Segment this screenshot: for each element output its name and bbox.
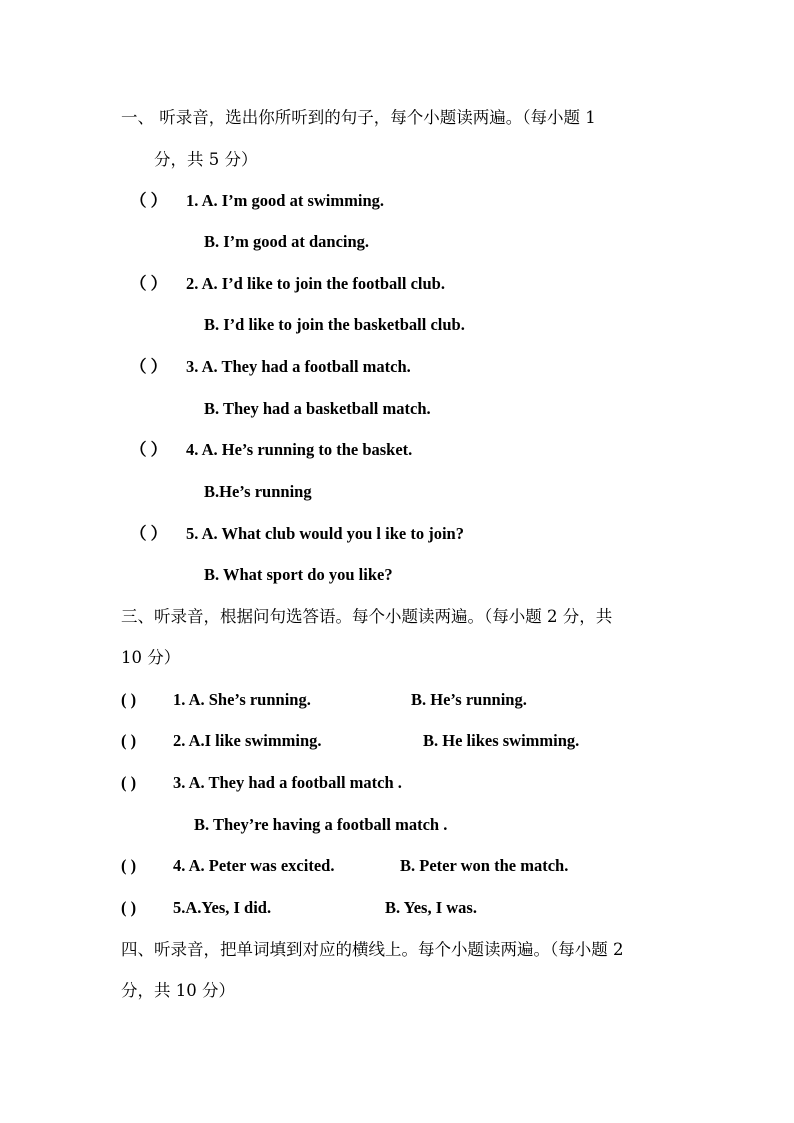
answer-paren[interactable]: ( ) <box>121 690 137 709</box>
section1-item3-b: B. They had a basketball match. <box>204 399 431 418</box>
section3-item2: ( ) 2. A.I like swimming. B. He likes swimming. <box>121 731 580 750</box>
answer-paren[interactable]: （ ） <box>130 274 168 293</box>
section3-item5: ( ) 5.A.Yes, I did. B. Yes, I was. <box>121 898 477 917</box>
section1-item1-b: B. I’m good at dancing. <box>204 232 370 251</box>
section4-heading-line2: 分，共 10 分） <box>121 981 235 1000</box>
section3-item3-b: B. They’re having a football match . <box>194 815 448 834</box>
section3-item1: ( ) 1. A. She’s running. B. He’s running. <box>121 690 527 709</box>
section4-heading-line1: 四、听录音，把单词填到对应的横线上。每个小题读两遍。（每小题 2 <box>121 940 624 959</box>
section3-item4: ( ) 4. A. Peter was excited. B. Peter won the match. <box>121 856 569 875</box>
section1-item1-a: （ ） 1. A. I’m good at swimming. <box>130 191 385 210</box>
section1-item4-a: （ ） 4. A. He’s running to the basket. <box>130 440 413 459</box>
section1-item5-a: （ ） 5. A. What club would you l ike to join? <box>130 524 464 543</box>
section3-item3-a: ( ) 3. A. They had a football match . <box>121 773 402 792</box>
section1-heading-line1: 一、 听录音，选出你所听到的句子，每个小题读两遍。（每小题 1 <box>121 108 596 127</box>
section3-heading-line1: 三、听录音，根据问句选答语。每个小题读两遍。（每小题 2 分，共 <box>121 607 613 626</box>
section1-item4-b: B.He’s running <box>204 482 312 501</box>
section1-item2-b: B. I’d like to join the basketball club. <box>204 315 465 334</box>
answer-paren[interactable]: ( ) <box>121 898 137 917</box>
answer-paren[interactable]: ( ) <box>121 731 137 750</box>
answer-paren[interactable]: ( ) <box>121 773 137 792</box>
answer-paren[interactable]: ( ) <box>121 856 137 875</box>
answer-paren[interactable]: （ ） <box>130 440 168 459</box>
answer-paren[interactable]: （ ） <box>130 191 168 210</box>
answer-paren[interactable]: （ ） <box>130 357 168 376</box>
section1-item3-a: （ ） 3. A. They had a football match. <box>130 357 411 376</box>
answer-paren[interactable]: （ ） <box>130 524 168 543</box>
section1-item5-b: B. What sport do you like? <box>204 565 393 584</box>
section1-item2-a: （ ） 2. A. I’d like to join the football club. <box>130 274 445 293</box>
section1-heading-line2: 分，共 5 分） <box>154 150 258 169</box>
section3-heading-line2: 10 分） <box>121 648 181 667</box>
